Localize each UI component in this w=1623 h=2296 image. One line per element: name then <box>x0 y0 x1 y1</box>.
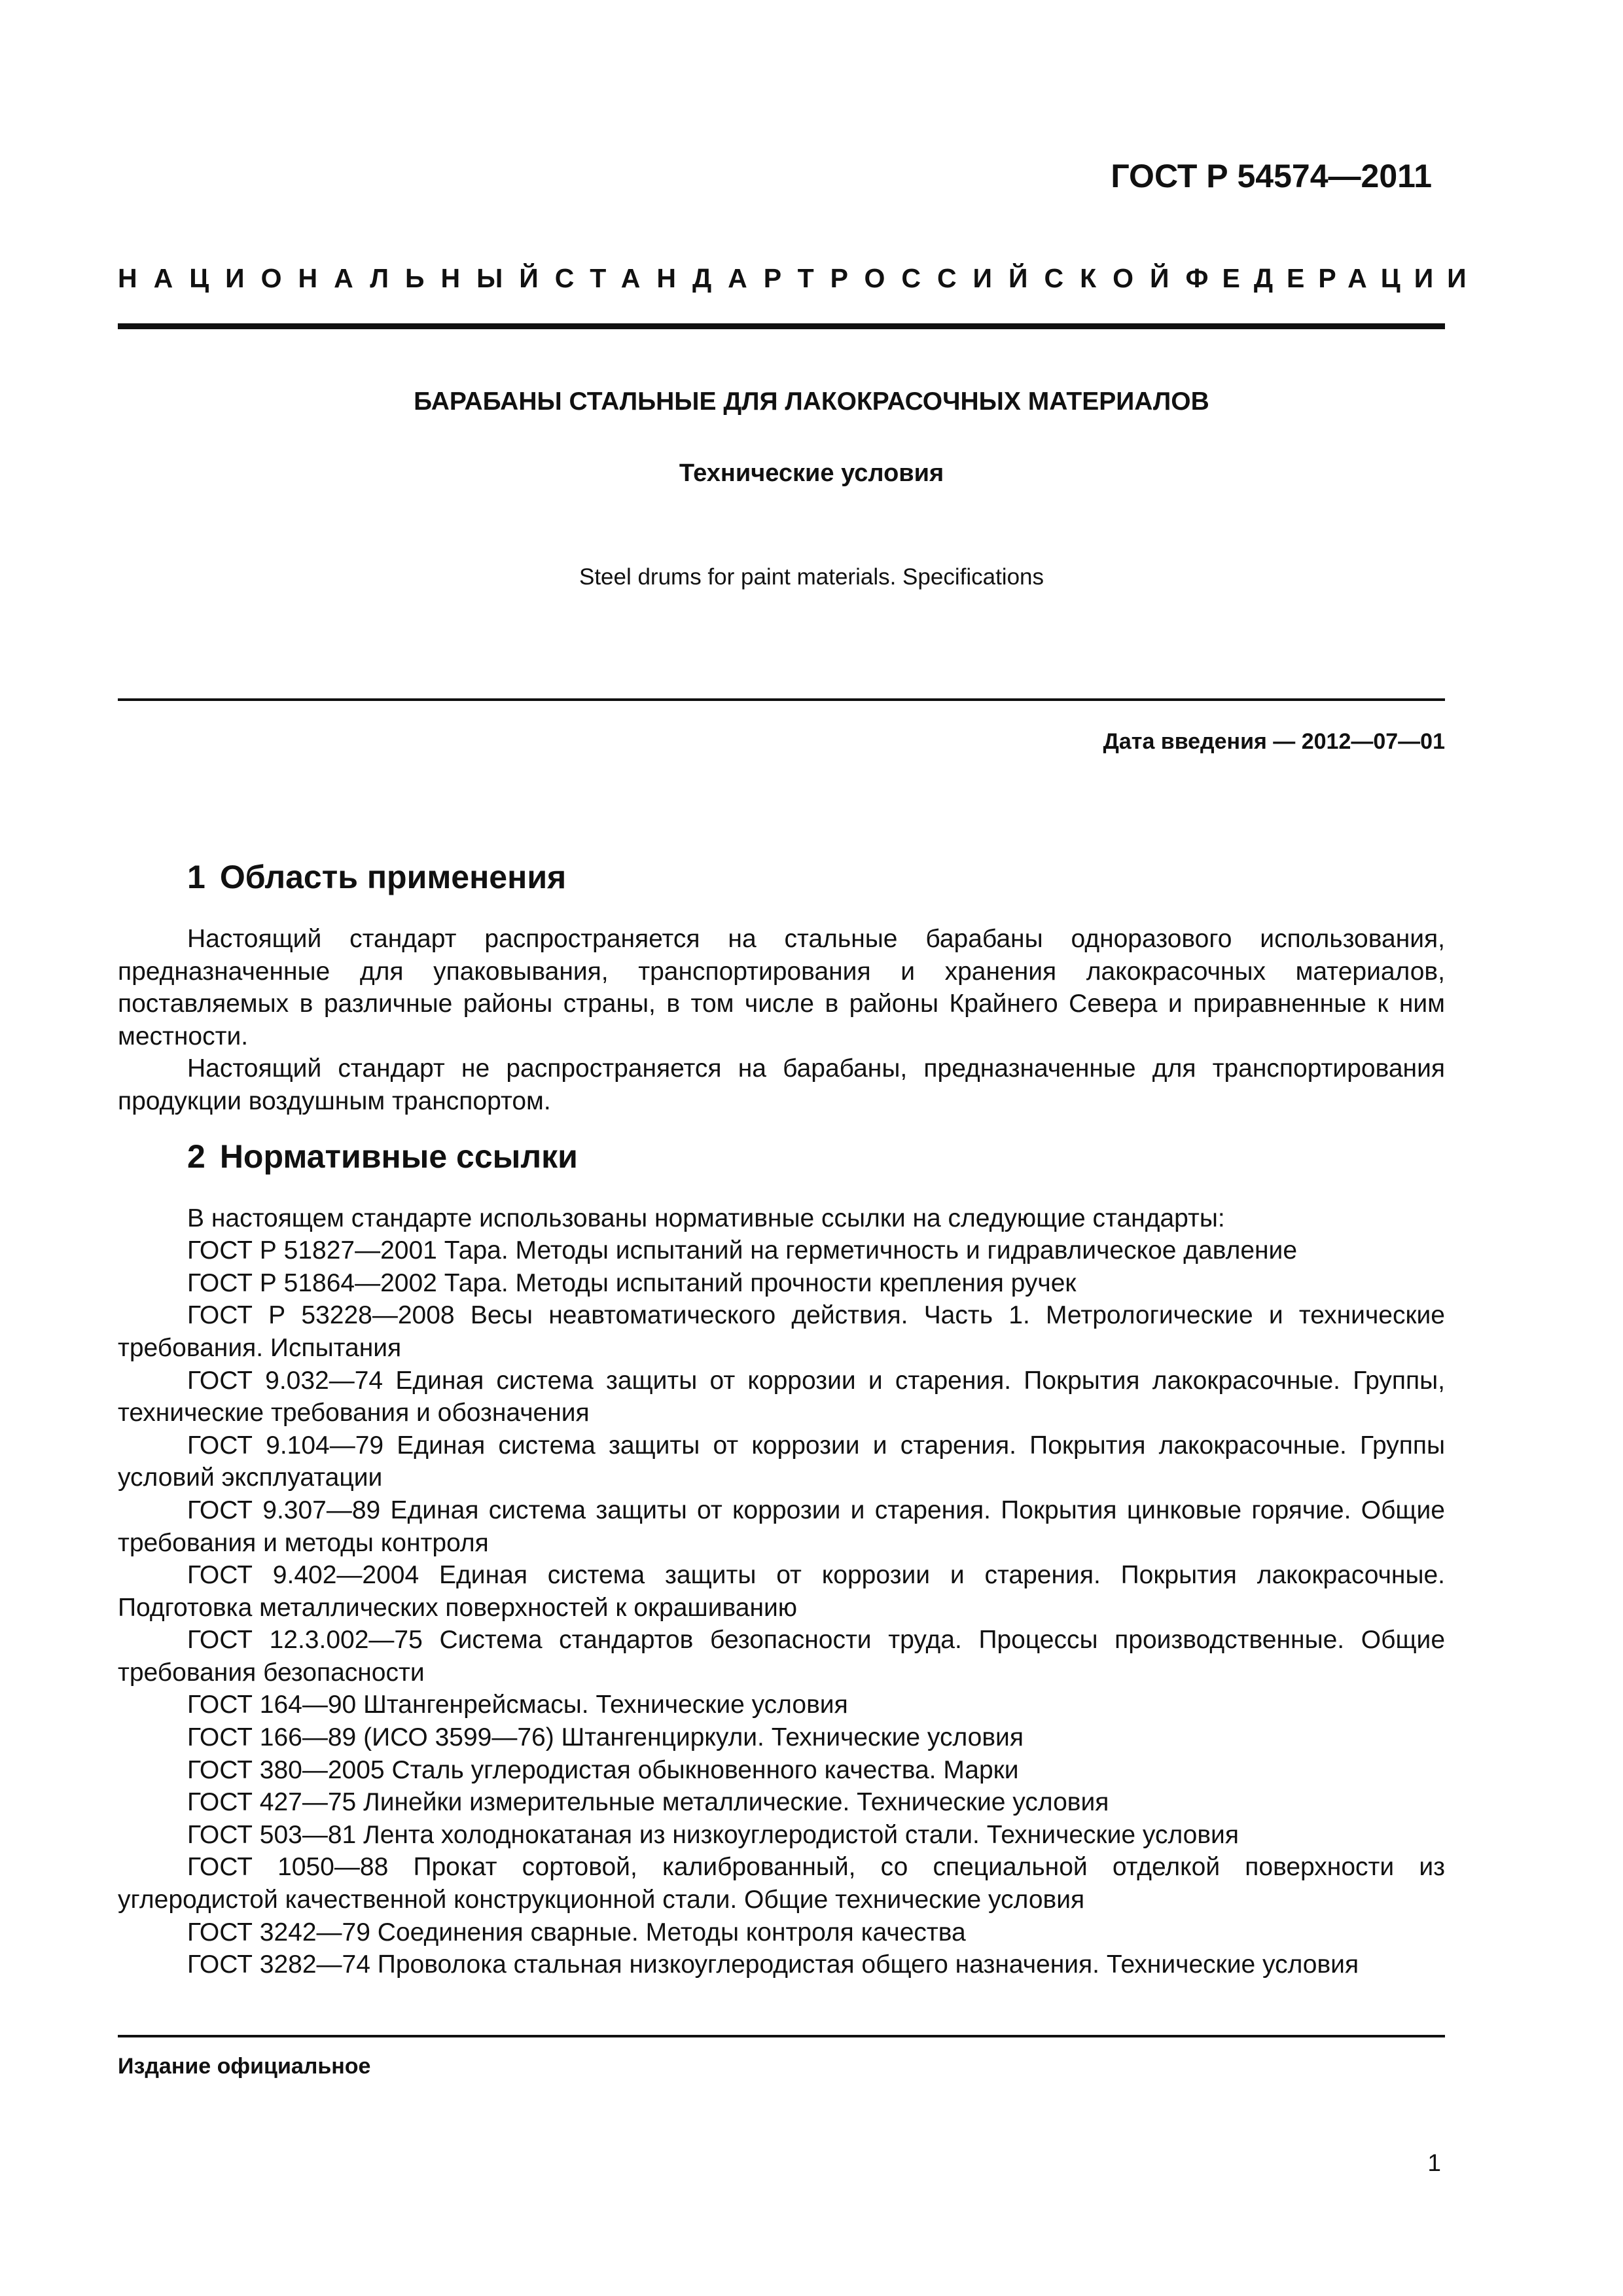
reference-item <box>118 1819 1445 1852</box>
reference-item <box>118 1429 1445 1494</box>
section-scope <box>118 854 1445 1118</box>
reference-item <box>118 1754 1445 1787</box>
paragraph: Настоящий стандарт не распространяется на барабаны, предназначенные для транспортирования продукции воздушным транспортом. <box>118 1054 1445 1115</box>
reference-title: Соединения сварные. Методы контроля качества <box>377 1918 966 1946</box>
reference-code: ГОСТ 380—2005 <box>187 1755 385 1784</box>
reference-item <box>118 1916 1445 1949</box>
reference-title: Тара. Методы испытаний прочности крепления ручек <box>444 1268 1077 1297</box>
reference-title: Лента холоднокатаная из низкоуглеродистой стали. Технические условия <box>363 1820 1239 1849</box>
english-title: Steel drums for paint materials. Specifications <box>579 564 1044 590</box>
section-heading <box>118 1134 1445 1179</box>
reference-item <box>118 1851 1445 1916</box>
reference-title: Штангенциркули. Технические условия <box>561 1723 1024 1752</box>
reference-item <box>118 1267 1445 1300</box>
header-rule <box>118 323 1445 329</box>
document-body <box>118 854 1445 1981</box>
reference-item <box>118 1689 1445 1721</box>
section-number: 2 <box>187 1138 205 1175</box>
reference-title: Единая система защиты от коррозии и старения. Покрытия цинковые горячие. Общие требования и методы контроля <box>118 1496 1445 1557</box>
reference-title: Прокат сортовой, калиброванный, со специальной отделкой поверхности из углеродистой качественной конструкционной стали. Общие технические условия <box>118 1853 1445 1914</box>
reference-code: ГОСТ 164—90 <box>187 1691 357 1719</box>
reference-title: Сталь углеродистая обыкновенного качества. Марки <box>391 1755 1019 1784</box>
paragraph: В настоящем стандарте использованы нормативные ссылки на следующие стандарты: <box>187 1204 1225 1232</box>
document-title: БАРАБАНЫ СТАЛЬНЫЕ ДЛЯ ЛАКОКРАСОЧНЫХ МАТЕРИАЛОВ <box>414 387 1209 416</box>
reference-code: ГОСТ 9.402—2004 <box>187 1561 419 1590</box>
footer-rule <box>118 2035 1445 2037</box>
gost-identifier: ГОСТ Р 54574—2011 <box>1111 158 1432 194</box>
reference-code: ГОСТ 12.3.002—75 <box>187 1626 423 1655</box>
reference-code: ГОСТ 166—89 (ИСО 3599—76) <box>187 1723 554 1752</box>
reference-item <box>118 1365 1445 1429</box>
reference-code: ГОСТ 9.032—74 <box>187 1366 383 1395</box>
reference-title: Единая система защиты от коррозии и старения. Покрытия лакокрасочные. Группы условий эксплуатации <box>118 1431 1445 1492</box>
section-normative-references <box>118 1134 1445 1981</box>
section-heading <box>118 854 1445 900</box>
reference-title: Штангенрейсмасы. Технические условия <box>363 1691 848 1719</box>
banner-word: РОССИЙСКОЙ <box>830 263 1186 293</box>
document-subtitle: Технические условия <box>679 459 944 487</box>
paragraph: Настоящий стандарт распространяется на стальные барабаны одноразового использования, предназначенные для упаковывания, транспортирования и хранения лакокрасочных материалов, поставляемых в различные районы страны, в том числе в районы Крайнего Севера и приравненные к ним местности. <box>118 925 1445 1050</box>
reference-code: ГОСТ 3282—74 <box>187 1950 370 1979</box>
reference-code: ГОСТ 427—75 <box>187 1788 357 1817</box>
section-title: Область применения <box>219 859 567 895</box>
reference-title: Линейки измерительные металлические. Технические условия <box>363 1788 1109 1817</box>
title-divider <box>118 698 1445 701</box>
banner-word: СТАНДАРТ <box>554 263 830 293</box>
reference-code: ГОСТ Р 51864—2002 <box>187 1268 437 1297</box>
reference-code: ГОСТ 503—81 <box>187 1820 357 1849</box>
reference-title: Проволока стальная низкоуглеродистая общего назначения. Технические условия <box>377 1950 1359 1979</box>
banner-word: НАЦИОНАЛЬНЫЙ <box>118 263 555 293</box>
reference-title: Единая система защиты от коррозии и старения. Покрытия лакокрасочные. Подготовка металлических поверхностей к окрашиванию <box>118 1561 1446 1622</box>
reference-item <box>118 1786 1445 1819</box>
reference-item <box>118 1299 1445 1364</box>
reference-code: ГОСТ 9.307—89 <box>187 1496 381 1524</box>
reference-code: ГОСТ 9.104—79 <box>187 1431 384 1460</box>
reference-code: ГОСТ 1050—88 <box>187 1853 389 1882</box>
reference-item <box>118 1721 1445 1754</box>
reference-item <box>118 1234 1445 1267</box>
section-number: 1 <box>187 859 205 895</box>
reference-item <box>118 1494 1445 1559</box>
reference-code: ГОСТ Р 51827—2001 <box>187 1236 437 1265</box>
banner-word: ФЕДЕРАЦИИ <box>1185 263 1480 293</box>
reference-item <box>118 1948 1445 1981</box>
reference-item <box>118 1624 1445 1689</box>
page-number: 1 <box>1427 2149 1441 2176</box>
reference-title: Тара. Методы испытаний на герметичность и гидравлическое давление <box>444 1236 1298 1265</box>
introduction-date: Дата введения — 2012—07—01 <box>1103 729 1445 754</box>
reference-title: Весы неавтоматического действия. Часть 1. Метрологические и технические требования. Испытания <box>118 1301 1445 1362</box>
reference-item <box>118 1559 1445 1624</box>
official-edition-label: Издание официальное <box>118 2054 371 2079</box>
reference-title: Система стандартов безопасности труда. Процессы производственные. Общие требования безопасности <box>118 1626 1446 1687</box>
national-standard-banner <box>118 263 1480 294</box>
section-title: Нормативные ссылки <box>219 1138 578 1175</box>
reference-title: Единая система защиты от коррозии и старения. Покрытия лакокрасочные. Группы, технические требования и обозначения <box>118 1366 1445 1427</box>
reference-code: ГОСТ Р 53228—2008 <box>187 1301 455 1330</box>
reference-code: ГОСТ 3242—79 <box>187 1918 370 1946</box>
